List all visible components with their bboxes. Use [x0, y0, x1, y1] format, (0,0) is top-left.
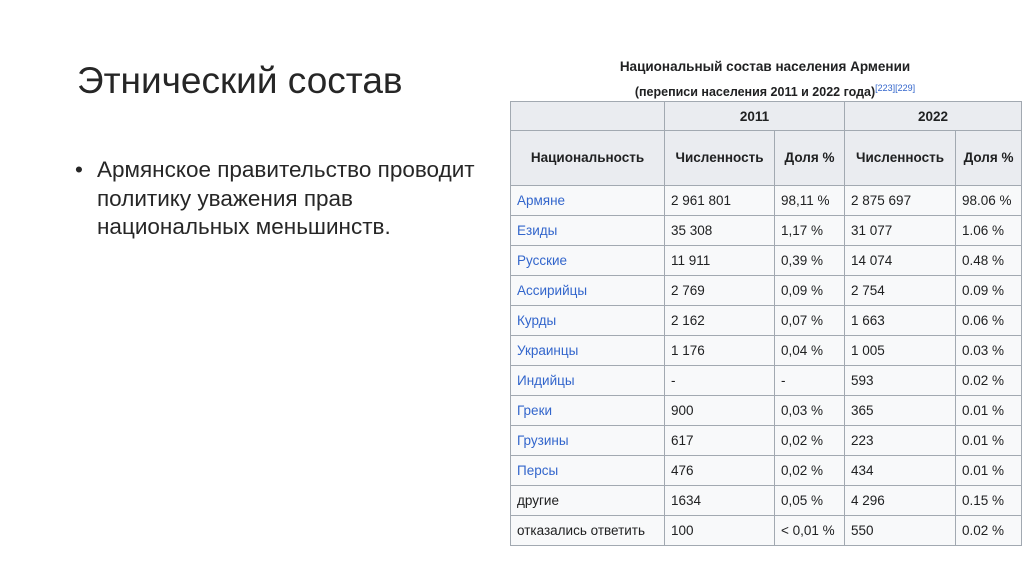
count-2022-cell: 1 005: [845, 336, 956, 366]
table-row: [511, 186, 1022, 216]
table-refs-link[interactable]: [223][229]: [875, 83, 916, 93]
bullet-marker: •: [75, 157, 83, 182]
share-2022-cell: 1.06 %: [956, 216, 1022, 246]
count-2011-cell: 2 162: [665, 306, 775, 336]
table-row: [511, 336, 1022, 366]
share-2011-cell: 0,04 %: [775, 336, 845, 366]
table-title: Национальный состав населения Армении: [619, 59, 911, 74]
nationality-link[interactable]: Езиды: [511, 216, 665, 246]
header-nationality: Национальность: [511, 131, 665, 186]
count-2011-cell: 1 176: [665, 336, 775, 366]
nationality-link[interactable]: Ассирийцы: [511, 276, 665, 306]
year-header-2022: 2022: [845, 102, 1022, 131]
share-2022-cell: 0.01 %: [956, 426, 1022, 456]
count-2022-cell: 2 875 697: [845, 186, 956, 216]
table-body: [511, 186, 1022, 546]
share-2011-cell: < 0,01 %: [775, 516, 845, 546]
count-2011-cell: 476: [665, 456, 775, 486]
table-row: [511, 396, 1022, 426]
count-2022-cell: 1 663: [845, 306, 956, 336]
share-2011-cell: 0,05 %: [775, 486, 845, 516]
table-row: [511, 306, 1022, 336]
share-2022-cell: 0.02 %: [956, 366, 1022, 396]
count-2022-cell: 4 296: [845, 486, 956, 516]
nationality-link[interactable]: Индийцы: [511, 366, 665, 396]
count-2011-cell: 1634: [665, 486, 775, 516]
count-2011-cell: 35 308: [665, 216, 775, 246]
share-2011-cell: 0,03 %: [775, 396, 845, 426]
share-2011-cell: 0,09 %: [775, 276, 845, 306]
share-2022-cell: 0.06 %: [956, 306, 1022, 336]
count-2022-cell: 365: [845, 396, 956, 426]
header-count-2022: Численность: [845, 131, 956, 186]
share-2022-cell: 0.03 %: [956, 336, 1022, 366]
nationality-link[interactable]: Украинцы: [511, 336, 665, 366]
nationality-link[interactable]: Армяне: [511, 186, 665, 216]
table-row: [511, 216, 1022, 246]
column-header-row: [511, 131, 1022, 186]
share-2022-cell: 0.15 %: [956, 486, 1022, 516]
nationality-cell: отказались ответить: [511, 516, 665, 546]
table-row: [511, 276, 1022, 306]
year-header-row: [511, 102, 1022, 131]
share-2022-cell: 0.01 %: [956, 396, 1022, 426]
table-row: [511, 366, 1022, 396]
share-2022-cell: 0.48 %: [956, 246, 1022, 276]
share-2022-cell: 0.09 %: [956, 276, 1022, 306]
nationality-cell: другие: [511, 486, 665, 516]
count-2022-cell: 31 077: [845, 216, 956, 246]
header-share-2022: Доля %: [956, 131, 1022, 186]
count-2011-cell: 2 961 801: [665, 186, 775, 216]
share-2011-cell: -: [775, 366, 845, 396]
count-2011-cell: 900: [665, 396, 775, 426]
count-2022-cell: 434: [845, 456, 956, 486]
year-header-2011: 2011: [665, 102, 845, 131]
count-2011-cell: 617: [665, 426, 775, 456]
table-subtitle: [540, 78, 990, 100]
table-row: [511, 426, 1022, 456]
nationality-link[interactable]: Курды: [511, 306, 665, 336]
header-share-2011: Доля %: [775, 131, 845, 186]
bullet-list: [75, 156, 475, 242]
nationality-link[interactable]: Русские: [511, 246, 665, 276]
bullet-text: Армянское правительство проводит политику уважения прав национальных меньшинств.: [97, 157, 475, 239]
population-table: [510, 101, 1022, 546]
count-2022-cell: 550: [845, 516, 956, 546]
share-2011-cell: 98,11 %: [775, 186, 845, 216]
count-2022-cell: 2 754: [845, 276, 956, 306]
count-2022-cell: 593: [845, 366, 956, 396]
share-2011-cell: 0,39 %: [775, 246, 845, 276]
share-2011-cell: 0,07 %: [775, 306, 845, 336]
share-2011-cell: 1,17 %: [775, 216, 845, 246]
count-2011-cell: -: [665, 366, 775, 396]
share-2022-cell: 0.02 %: [956, 516, 1022, 546]
table-subtitle-text: (переписи населения 2011 и 2022 года): [634, 85, 876, 99]
table-row: [511, 456, 1022, 486]
share-2011-cell: 0,02 %: [775, 426, 845, 456]
share-2011-cell: 0,02 %: [775, 456, 845, 486]
nationality-link[interactable]: Персы: [511, 456, 665, 486]
nationality-link[interactable]: Грузины: [511, 426, 665, 456]
empty-header-cell: [511, 102, 665, 131]
count-2011-cell: 100: [665, 516, 775, 546]
table-row: [511, 486, 1022, 516]
count-2011-cell: 2 769: [665, 276, 775, 306]
share-2022-cell: 0.01 %: [956, 456, 1022, 486]
count-2011-cell: 11 911: [665, 246, 775, 276]
count-2022-cell: 223: [845, 426, 956, 456]
share-2022-cell: 98.06 %: [956, 186, 1022, 216]
slide-title: Этнический состав: [77, 60, 403, 101]
table-row: [511, 246, 1022, 276]
header-count-2011: Численность: [665, 131, 775, 186]
count-2022-cell: 14 074: [845, 246, 956, 276]
table-caption: [540, 56, 990, 100]
table-row: [511, 516, 1022, 546]
nationality-link[interactable]: Греки: [511, 396, 665, 426]
